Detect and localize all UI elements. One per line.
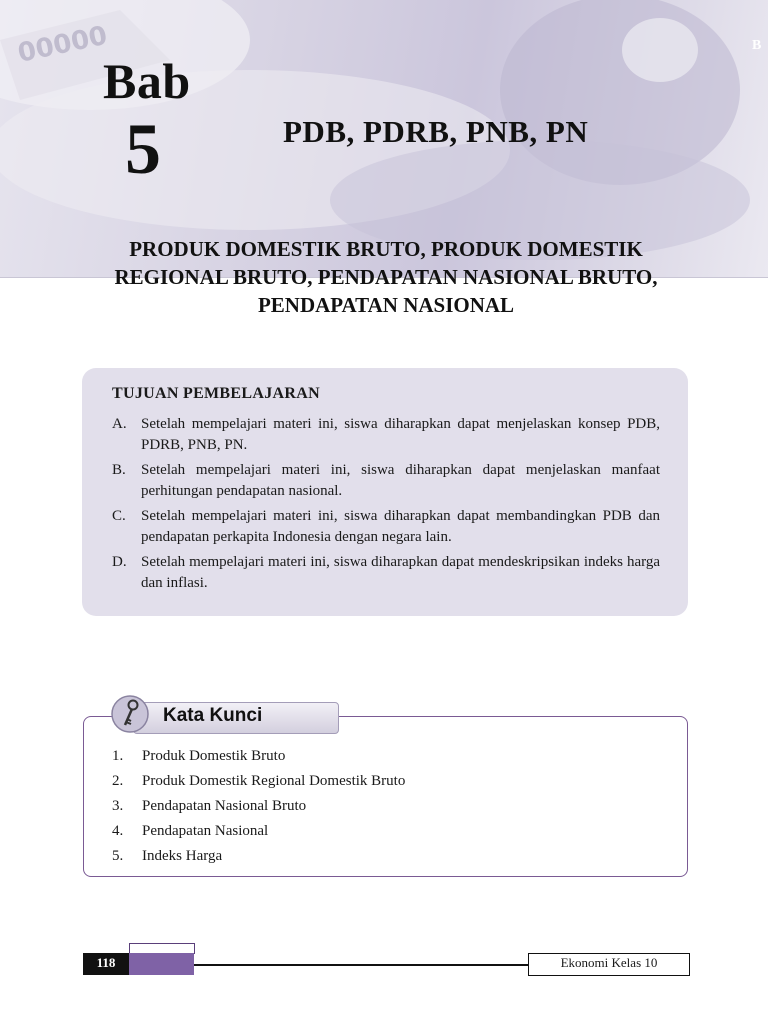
subtitle-line: REGIONAL BRUTO, PENDAPATAN NASIONAL BRUTO, (114, 265, 658, 289)
list-item (112, 506, 660, 548)
footer-accent-block (129, 953, 194, 975)
item-text: Produk Domestik Bruto (142, 748, 286, 764)
item-text: Setelah mempelajari materi ini, siswa diharapkan dapat menjelaskan konsep PDB, PDRB, PNB, PN. (141, 416, 660, 453)
item-text: Setelah mempelajari materi ini, siswa diharapkan dapat mendeskripsikan indeks harga dan inflasi. (141, 554, 660, 591)
item-number: 4. (112, 823, 124, 839)
chapter-number: 5 (125, 109, 161, 189)
item-number: 2. (112, 773, 124, 789)
chapter-subtitle (70, 235, 702, 319)
learning-objectives-box (82, 368, 688, 616)
item-letter: D. (112, 554, 127, 570)
item-number: 1. (112, 748, 124, 764)
footer-rule (194, 964, 528, 966)
learning-objectives-heading: TUJUAN PEMBELAJARAN (112, 385, 320, 402)
list-item (112, 460, 660, 502)
page-number: 118 (96, 955, 116, 970)
list-item (112, 552, 660, 594)
key-icon (110, 694, 150, 734)
subtitle-line: PENDAPATAN NASIONAL (257, 293, 515, 317)
item-number: 5. (112, 848, 124, 864)
keywords-heading: Kata Kunci (163, 705, 263, 726)
list-item (112, 414, 660, 456)
subtitle-line: PRODUK DOMESTIK BRUTO, PRODUK DOMESTIK (129, 237, 643, 261)
item-letter: A. (112, 416, 127, 432)
item-number: 3. (112, 798, 124, 814)
item-text: Indeks Harga (142, 848, 223, 864)
svg-text:00000: 00000 (15, 20, 110, 69)
item-text: Produk Domestik Regional Domestik Bruto (142, 773, 406, 789)
item-letter: C. (112, 508, 126, 524)
item-letter: B. (112, 462, 126, 478)
item-text: Setelah mempelajari materi ini, siswa diharapkan dapat membandingkan PDB dan pendapatan perkapita Indonesia dengan negara lain. (141, 508, 660, 545)
chapter-label: Bab (103, 53, 191, 109)
chapter-title: PDB, PDRB, PNB, PN (283, 114, 589, 149)
item-text: Pendapatan Nasional (142, 823, 269, 839)
item-text: Setelah mempelajari materi ini, siswa diharapkan dapat menjelaskan manfaat perhitungan pendapatan nasional. (141, 462, 660, 499)
item-text: Pendapatan Nasional Bruto (142, 798, 307, 814)
book-title: Ekonomi Kelas 10 (560, 955, 658, 970)
learning-objectives-list (112, 414, 660, 598)
corner-letter: B (752, 38, 762, 53)
